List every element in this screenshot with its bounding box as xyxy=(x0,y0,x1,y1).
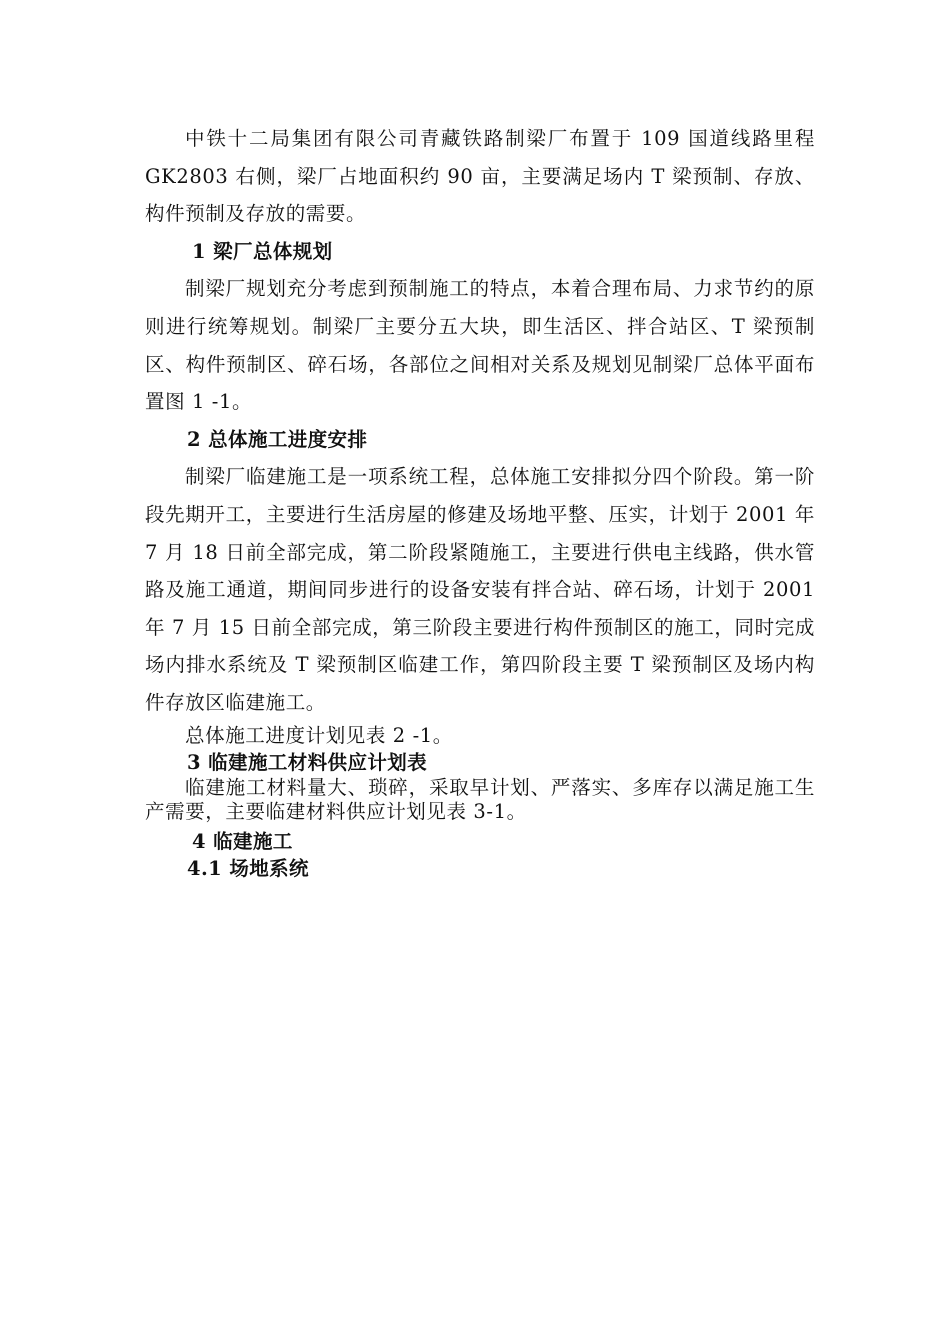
section-4-heading: 4 临建施工 xyxy=(192,829,293,853)
section-4-1-heading: 4.1 场地系统 xyxy=(187,856,309,880)
section-2-note: 总体施工进度计划见表 2 -1。 xyxy=(185,723,453,747)
intro-paragraph: 中铁十二局集团有限公司青藏铁路制梁厂布置于 109 国道线路里程 GK2803 右侧，梁厂占地面积约 90 亩，主要满足场内 T 梁预制、存放、构件预制及存放的需要。 xyxy=(145,127,815,226)
section-3-paragraph: 临建施工材料量大、琐碎，采取早计划、严落实、多库存以满足施工生产需要，主要临建材料供应计划见表 3-1。 xyxy=(145,775,815,823)
document-body xyxy=(145,120,815,882)
section-3-heading: 3 临建施工材料供应计划表 xyxy=(187,750,428,774)
section-2-paragraph: 制梁厂临建施工是一项系统工程，总体施工安排拟分四个阶段。第一阶段先期开工，主要进行生活房屋的修建及场地平整、压实，计划于 2001 年 7 月 18 日前全部完成，第二阶段紧随施工，主要进行供电主线路，供水管路及施工通道，期间同步进行的设备安装有拌合站、碎石场，计划于 2001 年 7 月 15 日前全部完成，第三阶段主要进行构件预制区的施工，同时完成场内排水系统及 T 梁预制区临建工作，第四阶段主要 T 梁预制区及场内构件存放区临建施工。 xyxy=(145,465,815,714)
section-1-paragraph: 制梁厂规划充分考虑到预制施工的特点，本着合理布局、力求节约的原则进行统筹规划。制梁厂主要分五大块，即生活区、拌合站区、T 梁预制区、构件预制区、碎石场，各部位之间相对关系及规划见制梁厂总体平面布置图 1 -1。 xyxy=(145,277,815,414)
section-2-heading: 2 总体施工进度安排 xyxy=(187,427,368,451)
section-1-heading: 1 梁厂总体规划 xyxy=(192,239,333,263)
